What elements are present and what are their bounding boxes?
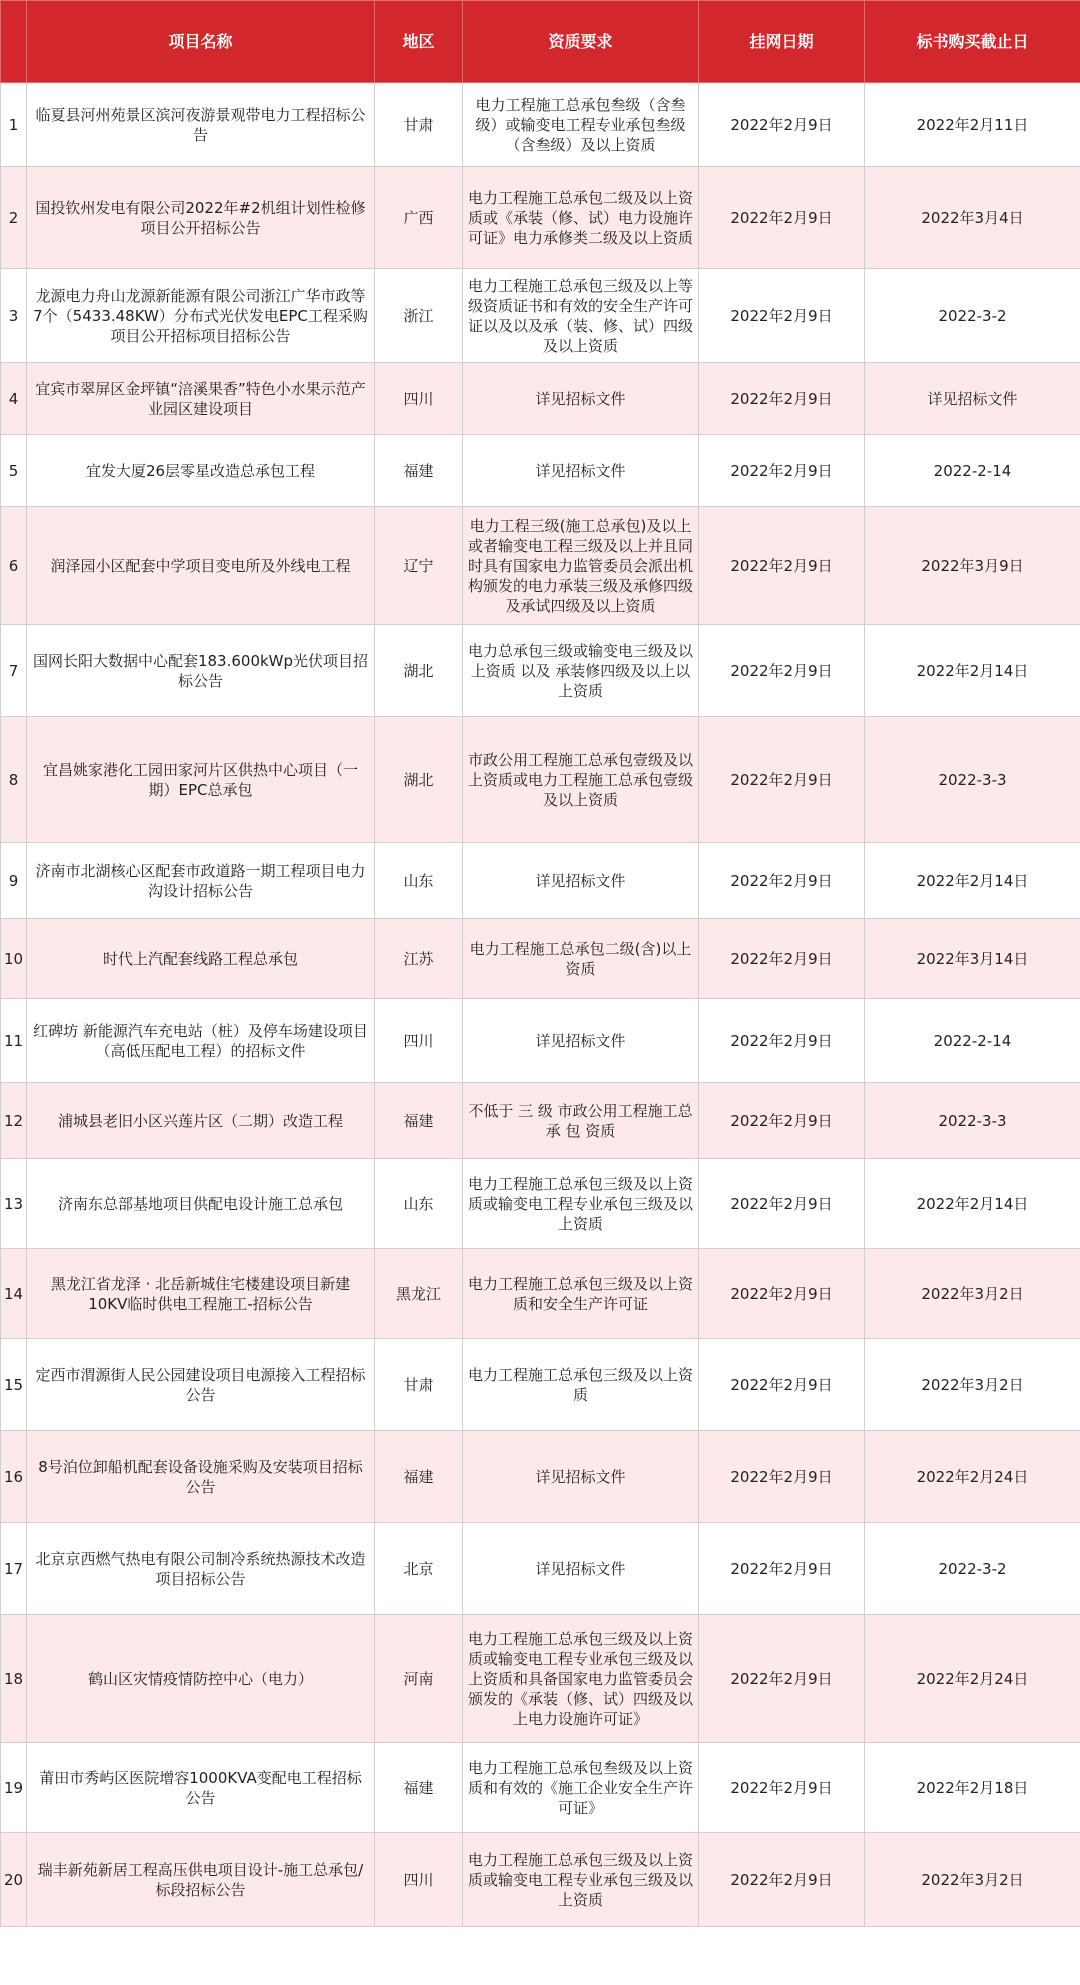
deadline: 2022年2月18日 [865,1743,1080,1833]
row-number: 11 [1,999,27,1083]
publish-date: 2022年2月9日 [699,167,865,269]
row-number: 6 [1,507,27,625]
deadline: 2022-3-3 [865,1083,1080,1159]
qualification: 详见招标文件 [463,363,699,435]
publish-date: 2022年2月9日 [699,1083,865,1159]
project-name: 宜昌姚家港化工园田家河片区供热中心项目（一期）EPC总承包 [27,717,375,843]
region: 山东 [375,1159,463,1249]
row-number: 8 [1,717,27,843]
project-name: 济南市北湖核心区配套市政道路一期工程项目电力沟设计招标公告 [27,843,375,919]
deadline: 2022年2月14日 [865,1159,1080,1249]
row-number: 18 [1,1615,27,1743]
project-name: 济南东总部基地项目供配电设计施工总承包 [27,1159,375,1249]
project-name: 鹤山区灾情疫情防控中心（电力） [27,1615,375,1743]
table-header [1,1,1080,83]
region: 四川 [375,999,463,1083]
table-row [1,1523,1080,1615]
project-name: 瑞丰新苑新居工程高压供电项目设计-施工总承包/标段招标公告 [27,1833,375,1927]
row-number: 20 [1,1833,27,1927]
row-number: 5 [1,435,27,507]
row-number: 1 [1,83,27,167]
table-row [1,435,1080,507]
table-row [1,1249,1080,1339]
table-row [1,1615,1080,1743]
row-number: 13 [1,1159,27,1249]
deadline: 2022-2-14 [865,435,1080,507]
project-name: 时代上汽配套线路工程总承包 [27,919,375,999]
publish-date: 2022年2月9日 [699,363,865,435]
project-name: 黑龙江省龙泽 · 北岳新城住宅楼建设项目新建10KV临时供电工程施工-招标公告 [27,1249,375,1339]
region: 黑龙江 [375,1249,463,1339]
table-row [1,507,1080,625]
table-row [1,717,1080,843]
deadline: 2022年3月9日 [865,507,1080,625]
table-row [1,83,1080,167]
qualification: 市政公用工程施工总承包壹级及以上资质或电力工程施工总承包壹级及以上资质 [463,717,699,843]
header-no [1,1,27,83]
table-row [1,919,1080,999]
region: 甘肃 [375,1339,463,1431]
deadline: 2022年3月2日 [865,1339,1080,1431]
project-name: 临夏县河州苑景区滨河夜游景观带电力工程招标公告 [27,83,375,167]
table-row [1,363,1080,435]
table-row [1,625,1080,717]
publish-date: 2022年2月9日 [699,1431,865,1523]
publish-date: 2022年2月9日 [699,1523,865,1615]
region: 福建 [375,1431,463,1523]
qualification: 电力工程施工总承包三级及以上资质 [463,1339,699,1431]
region: 广西 [375,167,463,269]
header-deadline: 标书购买截止日 [865,1,1080,83]
qualification: 详见招标文件 [463,1523,699,1615]
qualification: 电力工程三级(施工总承包)及以上或者输变电工程三级及以上并且同时具有国家电力监管委员会派出机构颁发的电力承装三级及承修四级及承试四级及以上资质 [463,507,699,625]
deadline: 2022-2-14 [865,999,1080,1083]
publish-date: 2022年2月9日 [699,1833,865,1927]
table-row [1,999,1080,1083]
row-number: 7 [1,625,27,717]
region: 河南 [375,1615,463,1743]
table-body [1,83,1080,1927]
header-project-name: 项目名称 [27,1,375,83]
deadline: 2022-3-2 [865,269,1080,363]
table-row [1,167,1080,269]
header-publish-date: 挂网日期 [699,1,865,83]
qualification: 电力工程施工总承包三级及以上资质或输变电工程专业承包三级及以上资质 [463,1159,699,1249]
deadline: 2022年2月24日 [865,1615,1080,1743]
row-number: 9 [1,843,27,919]
region: 辽宁 [375,507,463,625]
deadline: 2022年2月11日 [865,83,1080,167]
region: 北京 [375,1523,463,1615]
region: 甘肃 [375,83,463,167]
publish-date: 2022年2月9日 [699,269,865,363]
deadline: 2022年2月14日 [865,843,1080,919]
deadline: 2022-3-3 [865,717,1080,843]
project-name: 北京京西燃气热电有限公司制冷系统热源技术改造项目招标公告 [27,1523,375,1615]
project-name: 宜发大厦26层零星改造总承包工程 [27,435,375,507]
qualification: 电力总承包三级或输变电三级及以上资质 以及 承装修四级及以上以上资质 [463,625,699,717]
publish-date: 2022年2月9日 [699,625,865,717]
publish-date: 2022年2月9日 [699,717,865,843]
project-name: 润泽园小区配套中学项目变电所及外线电工程 [27,507,375,625]
region: 湖北 [375,625,463,717]
project-name: 莆田市秀屿区医院增容1000KVA变配电工程招标公告 [27,1743,375,1833]
qualification: 电力工程施工总承包三级及以上资质或输变电工程专业承包三级及以上资质和具备国家电力监管委员会颁发的《承装（修、试）四级及以上电力设施许可证》 [463,1615,699,1743]
deadline: 2022-3-2 [865,1523,1080,1615]
deadline: 2022年3月2日 [865,1833,1080,1927]
region: 福建 [375,1743,463,1833]
publish-date: 2022年2月9日 [699,1249,865,1339]
table-row [1,1743,1080,1833]
row-number: 10 [1,919,27,999]
table-row [1,269,1080,363]
project-name: 红碑坊 新能源汽车充电站（桩）及停车场建设项目（高低压配电工程）的招标文件 [27,999,375,1083]
project-name: 定西市渭源街人民公园建设项目电源接入工程招标公告 [27,1339,375,1431]
qualification: 电力工程施工总承包叁级及以上资质和有效的《施工企业安全生产许可证》 [463,1743,699,1833]
qualification: 电力工程施工总承包二级及以上资质或《承装（修、试）电力设施许可证》电力承修类二级及以上资质 [463,167,699,269]
publish-date: 2022年2月9日 [699,1615,865,1743]
region: 浙江 [375,269,463,363]
qualification: 电力工程施工总承包二级(含)以上资质 [463,919,699,999]
publish-date: 2022年2月9日 [699,919,865,999]
region: 江苏 [375,919,463,999]
publish-date: 2022年2月9日 [699,1159,865,1249]
qualification: 详见招标文件 [463,843,699,919]
project-name: 龙源电力舟山龙源新能源有限公司浙江广华市政等7个（5433.48KW）分布式光伏发电EPC工程采购项目公开招标项目招标公告 [27,269,375,363]
header-region: 地区 [375,1,463,83]
project-name: 国网长阳大数据中心配套183.600kWp光伏项目招标公告 [27,625,375,717]
publish-date: 2022年2月9日 [699,843,865,919]
row-number: 3 [1,269,27,363]
region: 山东 [375,843,463,919]
table-row [1,1159,1080,1249]
project-name: 8号泊位卸船机配套设备设施采购及安装项目招标公告 [27,1431,375,1523]
qualification: 电力工程施工总承包三级及以上等级资质证书和有效的安全生产许可证以及以及承（装、修、试）四级及以上资质 [463,269,699,363]
qualification: 电力工程施工总承包三级及以上资质或输变电工程专业承包三级及以上资质 [463,1833,699,1927]
row-number: 2 [1,167,27,269]
table-row [1,1083,1080,1159]
deadline: 2022年3月14日 [865,919,1080,999]
row-number: 15 [1,1339,27,1431]
qualification: 电力工程施工总承包三级及以上资质和安全生产许可证 [463,1249,699,1339]
qualification: 不低于 三 级 市政公用工程施工总承 包 资质 [463,1083,699,1159]
header-qualification: 资质要求 [463,1,699,83]
publish-date: 2022年2月9日 [699,999,865,1083]
deadline: 2022年3月2日 [865,1249,1080,1339]
table-row [1,843,1080,919]
row-number: 4 [1,363,27,435]
project-name: 浦城县老旧小区兴莲片区（二期）改造工程 [27,1083,375,1159]
deadline: 2022年2月24日 [865,1431,1080,1523]
publish-date: 2022年2月9日 [699,507,865,625]
qualification: 电力工程施工总承包叁级（含叁级）或输变电工程专业承包叁级（含叁级）及以上资质 [463,83,699,167]
qualification: 详见招标文件 [463,1431,699,1523]
row-number: 12 [1,1083,27,1159]
row-number: 17 [1,1523,27,1615]
project-name: 宜宾市翠屏区金坪镇“涪溪果香”特色小水果示范产业园区建设项目 [27,363,375,435]
publish-date: 2022年2月9日 [699,1743,865,1833]
deadline: 2022年3月4日 [865,167,1080,269]
region: 四川 [375,1833,463,1927]
region: 湖北 [375,717,463,843]
region: 四川 [375,363,463,435]
publish-date: 2022年2月9日 [699,435,865,507]
table-row [1,1833,1080,1927]
publish-date: 2022年2月9日 [699,83,865,167]
deadline: 详见招标文件 [865,363,1080,435]
region: 福建 [375,1083,463,1159]
region: 福建 [375,435,463,507]
row-number: 14 [1,1249,27,1339]
deadline: 2022年2月14日 [865,625,1080,717]
qualification: 详见招标文件 [463,999,699,1083]
row-number: 19 [1,1743,27,1833]
publish-date: 2022年2月9日 [699,1339,865,1431]
project-name: 国投钦州发电有限公司2022年#2机组计划性检修项目公开招标公告 [27,167,375,269]
table-row [1,1431,1080,1523]
qualification: 详见招标文件 [463,435,699,507]
table-row [1,1339,1080,1431]
row-number: 16 [1,1431,27,1523]
